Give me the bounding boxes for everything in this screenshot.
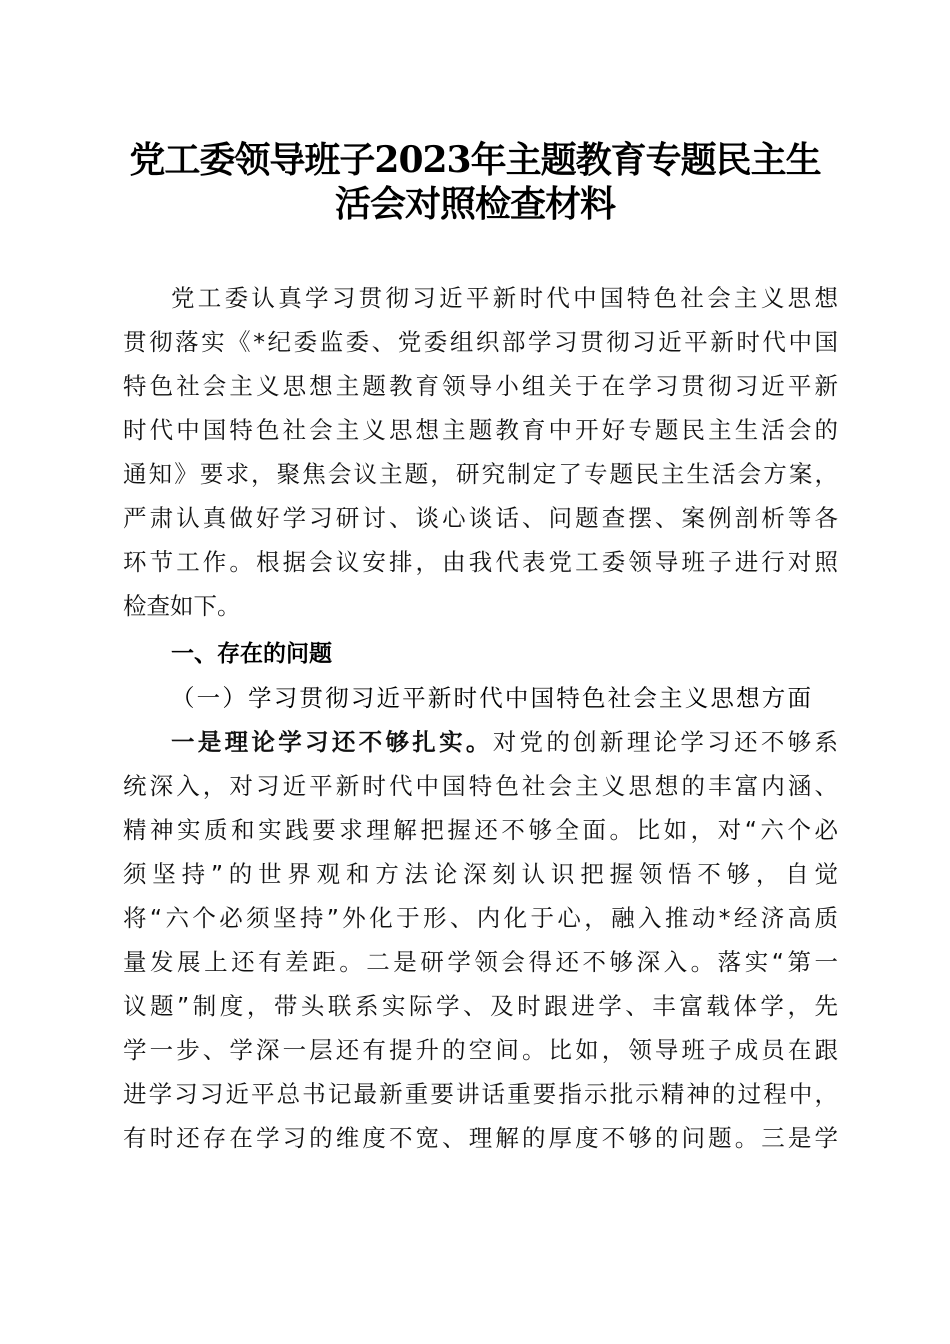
section-heading: 一、存在的问题 xyxy=(171,641,332,667)
intro-paragraph-line: 特色社会主义思想主题教育领导小组关于在学习贯彻习近平新 xyxy=(123,372,838,400)
point-paragraph-line: 将“六个必须坚持”外化于形、内化于心，融入推动*经济高质 xyxy=(123,904,838,932)
intro-paragraph-line: 贯彻落实《*纪委监委、党委组织部学习贯彻习近平新时代中国 xyxy=(123,328,838,356)
document-title-line-2: 活会对照检查材料 xyxy=(334,183,615,225)
point-paragraph-line: 量发展上还有差距。二是研学领会得还不够深入。落实“第一 xyxy=(123,948,838,976)
intro-paragraph-line: 时代中国特色社会主义思想主题教育中开好专题民主生活会的 xyxy=(123,416,838,444)
point-first-line-text: 对党的创新理论学习还不够系 xyxy=(492,728,838,756)
point-paragraph-line: 须坚持”的世界观和方法论深刻认识把握领悟不够，自觉 xyxy=(123,860,838,888)
point-paragraph-line: 精神实质和实践要求理解把握还不够全面。比如，对“六个必 xyxy=(123,816,838,844)
document-title-line-1: 党工委领导班子2023年主题教育专题民主生 xyxy=(129,139,821,181)
point-paragraph-line: 议题”制度，带头联系实际学、及时跟进学、丰富载体学，先 xyxy=(123,992,838,1020)
point-paragraph-line: 学一步、学深一层还有提升的空间。比如，领导班子成员在跟 xyxy=(123,1036,838,1064)
intro-paragraph-line: 环节工作。根据会议安排，由我代表党工委领导班子进行对照 xyxy=(123,548,838,576)
intro-paragraph-line: 党工委认真学习贯彻习近平新时代中国特色社会主义思想 xyxy=(171,284,838,312)
subsection-heading: （一）学习贯彻习近平新时代中国特色社会主义思想方面 xyxy=(171,684,811,712)
intro-paragraph-line: 通知》要求，聚焦会议主题，研究制定了专题民主生活会方案， xyxy=(123,460,838,488)
intro-paragraph-line: 检查如下。 xyxy=(123,592,241,620)
point-paragraph-line: 统深入，对习近平新时代中国特色社会主义思想的丰富内涵、 xyxy=(123,772,838,800)
point-lead-heading: 一是理论学习还不够扎实。 xyxy=(171,728,493,756)
point-paragraph-line: 有时还存在学习的维度不宽、理解的厚度不够的问题。三是学 xyxy=(123,1124,838,1152)
intro-paragraph-line: 严肃认真做好学习研讨、谈心谈话、问题查摆、案例剖析等各 xyxy=(123,504,838,532)
point-paragraph-line: 进学习习近平总书记最新重要讲话重要指示批示精神的过程中， xyxy=(123,1080,838,1108)
point-paragraph-first-line xyxy=(171,720,838,764)
